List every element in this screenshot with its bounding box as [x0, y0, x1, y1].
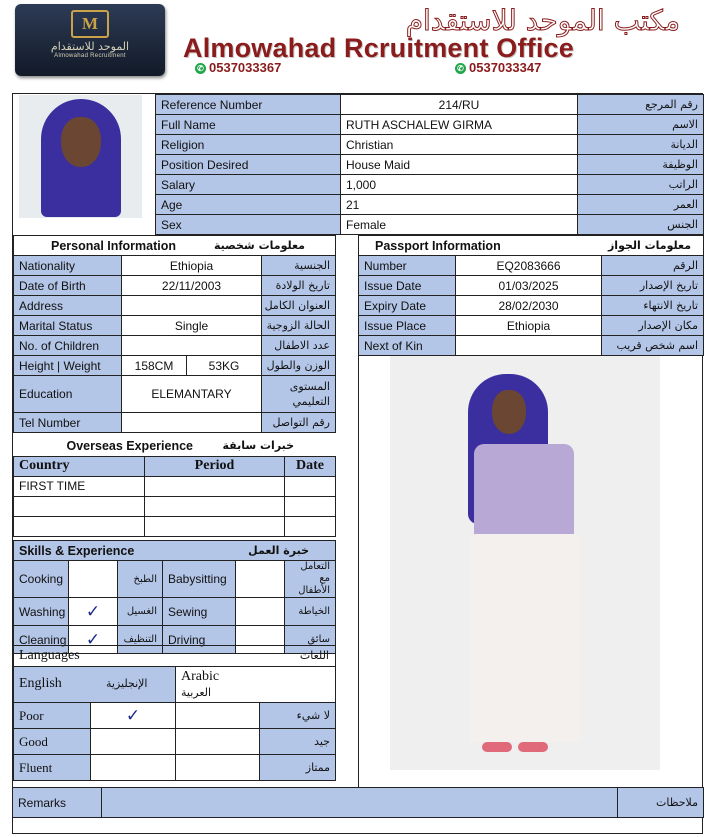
personal-title-ar: معلومات شخصية: [214, 239, 305, 252]
top-info-row: [156, 195, 704, 215]
skills-header: [14, 541, 336, 561]
passport-row: [359, 256, 704, 276]
overseas-experience-table: [13, 436, 336, 537]
table-cell: [145, 496, 285, 516]
table-cell: [14, 496, 145, 516]
overseas-title-ar: خبرات سابقة: [222, 439, 295, 452]
field-label-arabic: الديانة: [578, 135, 704, 155]
company-logo: [15, 4, 165, 76]
table-cell: [14, 516, 145, 536]
field-value: [122, 336, 262, 356]
field-label: No. of Children: [14, 336, 122, 356]
remarks-table: [12, 787, 704, 818]
skill-label-arabic: سائق: [285, 626, 336, 654]
field-label: Marital Status: [14, 316, 122, 336]
portrait-photo: [19, 95, 142, 218]
field-label: Number: [359, 256, 456, 276]
arabic-label: Arabic: [181, 669, 220, 684]
skill-check: ✓: [69, 598, 118, 626]
field-label-arabic: رقم المرجع: [578, 95, 704, 115]
field-value: Christian: [341, 135, 578, 155]
phone-2-text: 0537033347: [469, 60, 542, 75]
language-level-row: [14, 755, 336, 781]
field-label: Issue Place: [359, 316, 456, 336]
field-label-arabic: الرقم: [602, 256, 704, 276]
height-value: 158CM: [122, 356, 187, 376]
field-value: 21: [341, 195, 578, 215]
skills-title-en: Skills & Experience: [19, 544, 135, 558]
skill-label-arabic: الخياطة: [285, 598, 336, 626]
level-label-arabic: جيد: [260, 729, 336, 755]
field-label: Issue Date: [359, 276, 456, 296]
passport-row: [359, 316, 704, 336]
table-cell: [285, 496, 336, 516]
language-level-row: [14, 703, 336, 729]
tel-arabic: رقم التواصل: [262, 413, 336, 433]
field-label: Nationality: [14, 256, 122, 276]
field-label-arabic: تاريخ الإصدار: [602, 276, 704, 296]
field-label: Date of Birth: [14, 276, 122, 296]
skill-label: Babysitting: [163, 561, 236, 598]
field-value: EQ2083666: [456, 256, 602, 276]
top-info-table: [155, 94, 704, 235]
field-value: Ethiopia: [122, 256, 262, 276]
skill-label-arabic: الطبخ: [118, 561, 163, 598]
weight-value: 53KG: [187, 356, 262, 376]
field-label: Age: [156, 195, 341, 215]
passport-title-ar: معلومات الجواز: [607, 239, 692, 252]
field-label: Religion: [156, 135, 341, 155]
education-arabic: المستوى التعليمي: [262, 376, 336, 413]
field-label-arabic: مكان الإصدار: [602, 316, 704, 336]
personal-row: [14, 316, 336, 336]
arabic-arabic-label: العربية: [181, 686, 212, 699]
table-cell: FIRST TIME: [14, 476, 145, 496]
table-cell: [145, 516, 285, 536]
field-value: 28/02/2030: [456, 296, 602, 316]
top-info-row: [156, 215, 704, 235]
field-label: Salary: [156, 175, 341, 195]
field-value: 22/11/2003: [122, 276, 262, 296]
remarks-label: Remarks: [13, 788, 102, 818]
skill-label-arabic: التنظيف: [118, 626, 163, 654]
passport-info-table: [358, 235, 704, 356]
english-level-check: [91, 755, 176, 781]
field-label-arabic: الاسم: [578, 115, 704, 135]
arabic-header: [176, 667, 336, 703]
english-label: English: [19, 676, 62, 691]
company-title-arabic: مكتب الموحد للاستقدام: [405, 4, 680, 37]
level-label-arabic: لا شيء: [260, 703, 336, 729]
skill-row: [14, 598, 336, 626]
arabic-level-check: [176, 755, 260, 781]
languages-header: [14, 646, 336, 667]
english-header: [14, 667, 176, 703]
col-date: Date: [285, 456, 336, 476]
personal-info-header: [14, 236, 336, 256]
table-row: [14, 516, 336, 536]
skill-label: Cooking: [14, 561, 69, 598]
level-label-arabic: ممتاز: [260, 755, 336, 781]
field-label: Sex: [156, 215, 341, 235]
phone-1-text: 0537033367: [209, 60, 282, 75]
field-value: Single: [122, 316, 262, 336]
field-value: [456, 336, 602, 356]
field-label: Expiry Date: [359, 296, 456, 316]
field-label: Position Desired: [156, 155, 341, 175]
personal-row: [14, 256, 336, 276]
field-label-arabic: العنوان الكامل: [262, 296, 336, 316]
top-info-row: [156, 175, 704, 195]
skill-check: [236, 561, 285, 598]
whatsapp-icon: ✆: [455, 63, 466, 74]
company-title-english: Almowahad Rcruitment Office: [183, 33, 574, 63]
logo-arabic-text: الموحد للاستقدام: [50, 40, 130, 53]
top-info-row: [156, 115, 704, 135]
skill-check: [69, 561, 118, 598]
field-value: 1,000: [341, 175, 578, 195]
field-label: Next of Kin: [359, 336, 456, 356]
skill-label-arabic: التعامل مع الأطفال: [285, 561, 336, 598]
field-value: 01/03/2025: [456, 276, 602, 296]
field-label-arabic: الحالة الزوجية: [262, 316, 336, 336]
phone-number-1: [195, 60, 281, 75]
languages-title-en: Languages: [19, 648, 80, 663]
field-label-arabic: الجنسية: [262, 256, 336, 276]
passport-header: [359, 236, 704, 256]
english-level-check: [91, 729, 176, 755]
personal-row: [14, 296, 336, 316]
field-label-arabic: الجنس: [578, 215, 704, 235]
skill-check: ✓: [69, 626, 118, 654]
overseas-header: [14, 436, 336, 456]
languages-table: [13, 645, 336, 781]
education-label: Education: [14, 376, 122, 413]
skills-title-ar: خبرة العمل: [248, 544, 310, 557]
field-label-arabic: العمر: [578, 195, 704, 215]
skill-label: Sewing: [163, 598, 236, 626]
col-period: Period: [145, 456, 285, 476]
level-label: Good: [14, 729, 91, 755]
height-weight-arabic: الوزن والطول: [262, 356, 336, 376]
field-label-arabic: عدد الاطفال: [262, 336, 336, 356]
passport-row: [359, 336, 704, 356]
logo-english-text: Almowahad Recruitment: [54, 53, 126, 59]
skill-label: Cleaning: [14, 626, 69, 654]
english-arabic-label: الإنجليزية: [106, 677, 148, 690]
table-cell: [145, 476, 285, 496]
table-cell: [285, 476, 336, 496]
personal-row: [14, 336, 336, 356]
field-label: Address: [14, 296, 122, 316]
education-value: ELEMANTARY: [122, 376, 262, 413]
field-label-arabic: اسم شخص قريب: [602, 336, 704, 356]
language-level-row: [14, 729, 336, 755]
remarks-arabic: ملاحظات: [618, 788, 704, 818]
field-label-arabic: الراتب: [578, 175, 704, 195]
height-weight-label: Height | Weight: [14, 356, 122, 376]
skill-row: [14, 561, 336, 598]
full-body-photo: [390, 356, 660, 770]
table-row: [14, 496, 336, 516]
top-info-row: [156, 95, 704, 115]
skills-table: [13, 540, 336, 654]
passport-row: [359, 296, 704, 316]
passport-row: [359, 276, 704, 296]
table-row: [14, 476, 336, 496]
remarks-value: [102, 788, 618, 818]
arabic-level-check: [176, 703, 260, 729]
whatsapp-icon: ✆: [195, 63, 206, 74]
field-value: Female: [341, 215, 578, 235]
logo-mark-icon: M: [71, 10, 109, 38]
languages-title-ar: اللغات: [299, 649, 329, 662]
skill-label: Driving: [163, 626, 236, 654]
field-label: Full Name: [156, 115, 341, 135]
skill-label-arabic: الغسيل: [118, 598, 163, 626]
personal-info-table: [13, 235, 336, 433]
level-label: Poor: [14, 703, 91, 729]
field-value: [122, 296, 262, 316]
col-country: Country: [14, 456, 145, 476]
overseas-title-en: Overseas Experience: [66, 439, 193, 453]
english-level-check: ✓: [91, 703, 176, 729]
table-cell: [285, 516, 336, 536]
field-value: 214/RU: [341, 95, 578, 115]
skill-check: [236, 598, 285, 626]
field-value: House Maid: [341, 155, 578, 175]
field-value: RUTH ASCHALEW GIRMA: [341, 115, 578, 135]
level-label: Fluent: [14, 755, 91, 781]
skill-label: Washing: [14, 598, 69, 626]
field-label-arabic: تاريخ الانتهاء: [602, 296, 704, 316]
personal-row: [14, 276, 336, 296]
passport-title-en: Passport Information: [375, 239, 501, 253]
personal-title-en: Personal Information: [51, 239, 177, 253]
tel-value: [122, 413, 262, 433]
arabic-level-check: [176, 729, 260, 755]
phone-number-2: [455, 60, 541, 75]
tel-label: Tel Number: [14, 413, 122, 433]
top-info-row: [156, 155, 704, 175]
field-label-arabic: تاريخ الولادة: [262, 276, 336, 296]
field-label: Reference Number: [156, 95, 341, 115]
field-label-arabic: الوظيفة: [578, 155, 704, 175]
field-value: Ethiopia: [456, 316, 602, 336]
top-info-row: [156, 135, 704, 155]
